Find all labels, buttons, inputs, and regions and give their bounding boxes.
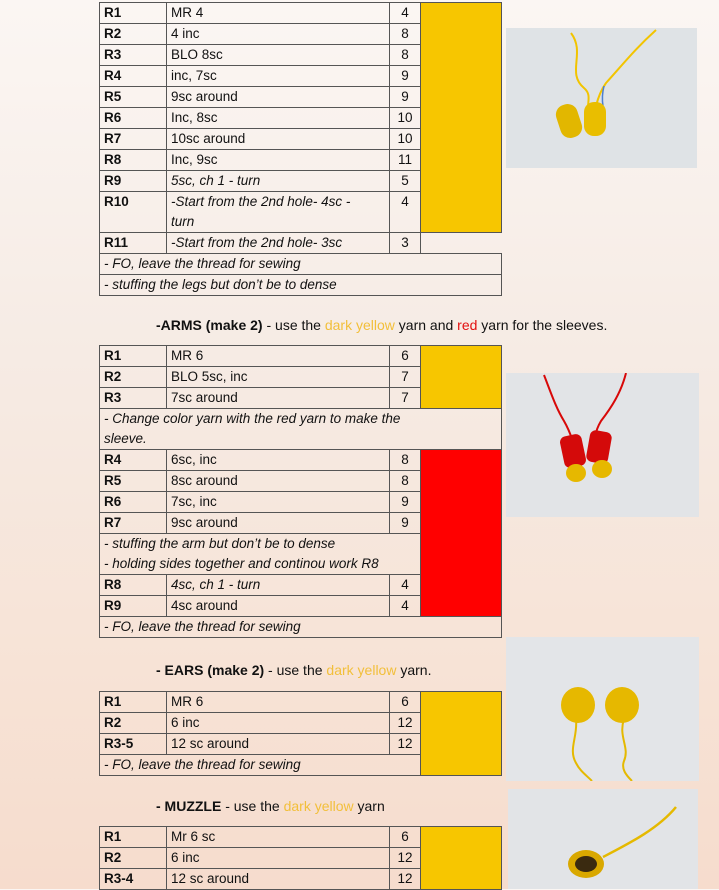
yarn-color-swatch-red [421, 450, 502, 617]
instruction: 4sc, ch 1 - turn [167, 575, 390, 596]
stitch-count: 6 [390, 346, 421, 367]
muzzle-heading [156, 798, 385, 814]
stitch-count: 12 [390, 713, 421, 734]
round-label: R8 [100, 575, 167, 596]
muzzle-pattern-table [99, 826, 502, 890]
legs-photo [506, 28, 697, 168]
arms-photo-image [506, 373, 699, 517]
arms-pattern-table [99, 345, 502, 638]
table-row [100, 409, 502, 430]
round-label: R7 [100, 129, 167, 150]
instruction: 9sc around [167, 87, 390, 108]
heading-text: - use the [262, 317, 325, 333]
round-label: R1 [100, 346, 167, 367]
stitch-count: 9 [390, 66, 421, 87]
muzzle-photo [508, 789, 698, 889]
yarn-color-swatch-yellow [421, 3, 502, 233]
round-label: R2 [100, 24, 167, 45]
table-row [100, 429, 502, 450]
heading-text: yarn and [394, 317, 458, 333]
arms-title: -ARMS (make 2) [156, 317, 263, 333]
instruction: 4 inc [167, 24, 390, 45]
instruction: 6 inc [167, 848, 390, 869]
legs-photo-image [506, 28, 697, 168]
stitch-count: 6 [390, 692, 421, 713]
heading-text: yarn [353, 798, 385, 814]
arms-heading [156, 317, 607, 333]
instruction: Inc, 8sc [167, 108, 390, 129]
instruction: MR 6 [167, 346, 390, 367]
muzzle-photo-image [508, 789, 698, 889]
round-label: R3 [100, 45, 167, 66]
heading-text: - use the [264, 662, 327, 678]
stitch-count: 6 [390, 827, 421, 848]
heading-text: yarn. [396, 662, 432, 678]
note: - stuffing the legs but don’t be to dense [100, 275, 502, 296]
stitch-count: 8 [390, 450, 421, 471]
instruction: 12 sc around [167, 734, 390, 755]
round-label: R4 [100, 66, 167, 87]
color-word-dark-yellow: dark yellow [283, 798, 354, 814]
round-label: R9 [100, 171, 167, 192]
note: - FO, leave the thread for sewing [100, 254, 502, 275]
heading-text: - use the [221, 798, 284, 814]
color-word-red: red [457, 317, 478, 333]
heading-text: yarn for the sleeves. [477, 317, 608, 333]
stitch-count: 10 [390, 129, 421, 150]
color-word-dark-yellow: dark yellow [326, 662, 397, 678]
legs-pattern-table [99, 2, 502, 296]
note: sleeve. [100, 429, 502, 450]
color-word-dark-yellow: dark yellow [324, 317, 395, 333]
note: - FO, leave the thread for sewing [100, 755, 421, 776]
round-label: R7 [100, 513, 167, 534]
round-label: R1 [100, 3, 167, 24]
instruction: 12 sc around [167, 869, 390, 890]
round-label: R6 [100, 108, 167, 129]
instruction: -Start from the 2nd hole- 4sc - [167, 192, 390, 213]
instruction-continued: turn [167, 212, 390, 233]
instruction: 9sc around [167, 513, 390, 534]
table-row [100, 3, 502, 24]
stitch-count: 5 [390, 171, 421, 192]
table-row [100, 692, 502, 713]
round-label: R5 [100, 87, 167, 108]
yarn-color-swatch-yellow [421, 827, 502, 890]
stitch-count: 3 [390, 233, 421, 254]
table-row [100, 346, 502, 367]
yarn-color-swatch-yellow [421, 692, 502, 776]
note: - stuffing the arm but don’t be to dense [100, 534, 421, 555]
table-row [100, 275, 502, 296]
stitch-count: 8 [390, 471, 421, 492]
round-label: R2 [100, 848, 167, 869]
ears-photo-image [506, 637, 699, 781]
stitch-count: 4 [390, 3, 421, 24]
round-label: R3-4 [100, 869, 167, 890]
stitch-count: 11 [390, 150, 421, 171]
instruction: inc, 7sc [167, 66, 390, 87]
instruction: 4sc around [167, 596, 390, 617]
stitch-count: 8 [390, 24, 421, 45]
round-label: R4 [100, 450, 167, 471]
instruction: 6 inc [167, 713, 390, 734]
note: - FO, leave the thread for sewing [100, 617, 502, 638]
instruction: 5sc, ch 1 - turn [167, 171, 390, 192]
stitch-count: 4 [390, 575, 421, 596]
muzzle-title: - MUZZLE [156, 798, 222, 814]
stitch-count: 9 [390, 87, 421, 108]
ears-heading [156, 662, 431, 678]
stitch-count: 9 [390, 492, 421, 513]
instruction: 10sc around [167, 129, 390, 150]
instruction: Mr 6 sc [167, 827, 390, 848]
round-label: R5 [100, 471, 167, 492]
round-label: R9 [100, 596, 167, 617]
stitch-count: 12 [390, 848, 421, 869]
round-label: R2 [100, 367, 167, 388]
round-label: R1 [100, 692, 167, 713]
stitch-count: 7 [390, 367, 421, 388]
yarn-color-swatch-yellow [421, 346, 502, 409]
stitch-count: 12 [390, 734, 421, 755]
stitch-count: 9 [390, 513, 421, 534]
instruction: BLO 8sc [167, 45, 390, 66]
instruction: -Start from the 2nd hole- 3sc [167, 233, 390, 254]
ears-pattern-table [99, 691, 502, 776]
instruction: 8sc around [167, 471, 390, 492]
ears-title: - EARS (make 2) [156, 662, 265, 678]
round-label: R10 [100, 192, 167, 233]
arms-photo [506, 373, 699, 517]
table-row [100, 254, 502, 275]
round-label: R1 [100, 827, 167, 848]
note: - Change color yarn with the red yarn to make the [100, 409, 502, 430]
instruction: MR 6 [167, 692, 390, 713]
table-row [100, 450, 502, 471]
stitch-count: 4 [390, 192, 421, 233]
instruction: 7sc, inc [167, 492, 390, 513]
instruction: 7sc around [167, 388, 390, 409]
ears-photo [506, 637, 699, 781]
table-row [100, 233, 502, 254]
round-label: R3-5 [100, 734, 167, 755]
instruction: Inc, 9sc [167, 150, 390, 171]
round-label: R2 [100, 713, 167, 734]
table-row [100, 827, 502, 848]
stitch-count: 12 [390, 869, 421, 890]
instruction: 6sc, inc [167, 450, 390, 471]
instruction: MR 4 [167, 3, 390, 24]
stitch-count: 10 [390, 108, 421, 129]
round-label: R8 [100, 150, 167, 171]
stitch-count: 7 [390, 388, 421, 409]
note: - holding sides together and continou work R8 [100, 554, 421, 575]
stitch-count: 8 [390, 45, 421, 66]
table-row [100, 617, 502, 638]
instruction: BLO 5sc, inc [167, 367, 390, 388]
stitch-count: 4 [390, 596, 421, 617]
round-label: R11 [100, 233, 167, 254]
round-label: R3 [100, 388, 167, 409]
round-label: R6 [100, 492, 167, 513]
